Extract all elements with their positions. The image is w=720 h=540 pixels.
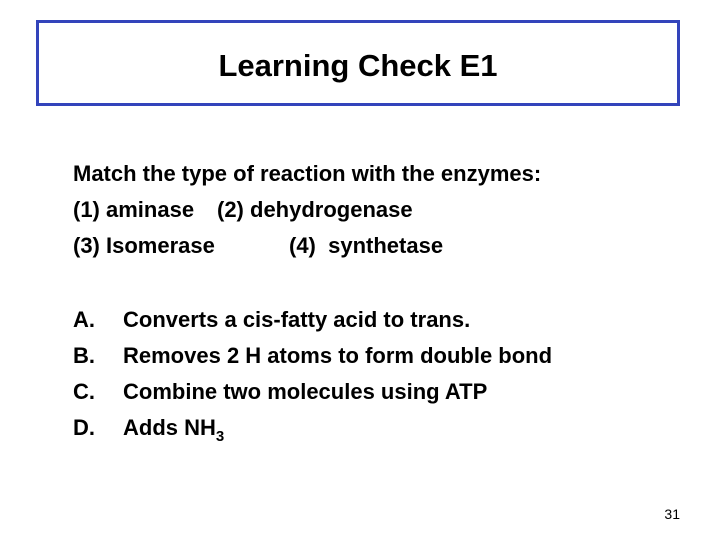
list-item — [73, 338, 673, 374]
item-text: Removes 2 H atoms to form double bond — [123, 343, 553, 368]
item-text: Converts a cis-fatty acid to trans. — [123, 307, 471, 332]
item-letter: C. — [73, 379, 95, 404]
item-letter: A. — [73, 307, 95, 332]
list-item — [73, 374, 673, 410]
item-text-formula — [123, 410, 224, 446]
item-letter: B. — [73, 343, 95, 368]
list-item — [73, 410, 673, 446]
item-letter: D. — [73, 415, 95, 440]
formula-base: Adds NH — [123, 415, 216, 440]
slide-title: Learning Check E1 — [218, 48, 498, 83]
instruction-block — [73, 156, 541, 264]
enzyme-row-1 — [73, 192, 541, 228]
instruction-text: Match the type of reaction with the enzymes: — [73, 161, 542, 186]
list-item — [73, 302, 673, 338]
enzyme-option-2: (2) dehydrogenase — [217, 197, 413, 222]
enzyme-option-4: (4) synthetase — [289, 233, 444, 258]
reaction-list — [73, 302, 673, 446]
enzyme-option-3: (3) Isomerase — [73, 233, 215, 258]
enzyme-option-1: (1) aminase — [73, 197, 195, 222]
item-text: Combine two molecules using ATP — [123, 379, 488, 404]
formula-subscript: 3 — [215, 428, 225, 445]
enzyme-row-2 — [73, 228, 541, 264]
page-number: 31 — [664, 506, 680, 522]
title-box — [36, 20, 680, 106]
